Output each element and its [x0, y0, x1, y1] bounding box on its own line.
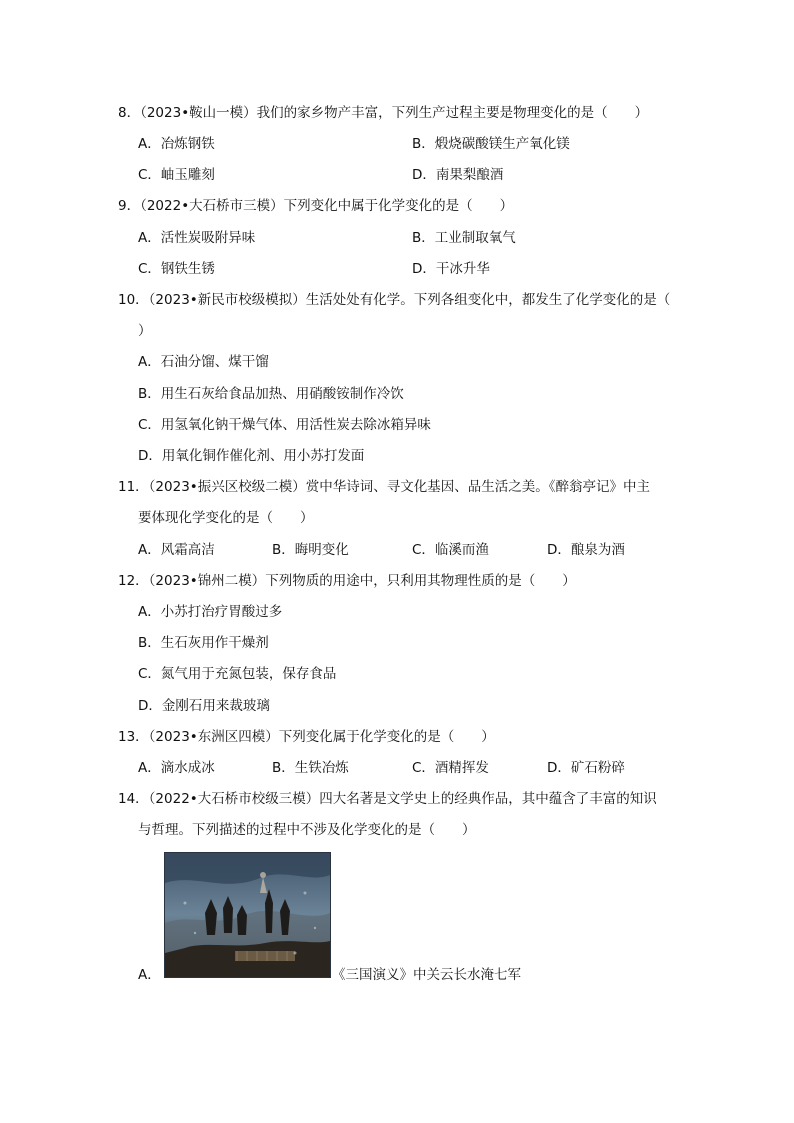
question-11-stem-cont: 要体现化学变化的是（ ）	[138, 510, 314, 526]
question-13-option-c: C．酒精挥发	[412, 760, 489, 776]
question-11-option-d: D．酿泉为酒	[547, 542, 625, 558]
question-11-option-c: C．临溪而渔	[412, 542, 489, 558]
question-14-stem-cont: 与哲理。下列描述的过程中不涉及化学变化的是（ ）	[138, 822, 476, 838]
question-12-option-d: D．金刚石用来裁玻璃	[138, 698, 270, 714]
question-11-stem: 11．（2023•振兴区校级二模）赏中华诗词、寻文化基因、品生活之美。《醉翁亭记》中主	[118, 479, 650, 495]
question-9-option-b: B．工业制取氧气	[412, 230, 516, 246]
question-12-option-c: C．氮气用于充氮包装，保存食品	[138, 666, 337, 682]
question-10-stem-cont: ）	[138, 323, 152, 339]
question-10-option-c: C．用氢氧化钠干燥气体、用活性炭去除冰箱异味	[138, 417, 431, 433]
question-11-option-a: A．风霜高洁	[138, 542, 215, 558]
question-10-stem: 10．（2023•新民市校级模拟）生活处处有化学。下列各组变化中，都发生了化学变化的是（	[118, 292, 671, 308]
question-9-stem: 9．（2022•大石桥市三模）下列变化中属于化学变化的是（ ）	[118, 198, 514, 214]
question-13-stem: 13．（2023•东洲区四模）下列变化属于化学变化的是（ ）	[118, 729, 495, 745]
question-13-option-d: D．矿石粉碎	[547, 760, 625, 776]
question-14-option-a-label: A．	[138, 967, 161, 983]
question-12-option-a: A．小苏打治疗胃酸过多	[138, 604, 283, 620]
question-10-option-a: A．石油分馏、煤干馏	[138, 354, 269, 370]
question-12-option-b: B．生石灰用作干燥剂	[138, 635, 269, 651]
question-14-option-a-text: 《三国演义》中关云长水淹七军	[332, 967, 521, 983]
question-13-option-b: B．生铁冶炼	[272, 760, 349, 776]
question-8-option-b: B．煅烧碳酸镁生产氧化镁	[412, 136, 570, 152]
question-9-option-d: D．干冰升华	[412, 261, 490, 277]
painting-illustration	[164, 852, 331, 978]
question-10-option-b: B．用生石灰给食品加热、用硝酸铵制作冷饮	[138, 386, 404, 402]
question-13-option-a: A．滴水成冰	[138, 760, 215, 776]
question-9-option-a: A．活性炭吸附异味	[138, 230, 256, 246]
question-8-option-a: A．冶炼钢铁	[138, 136, 215, 152]
question-10-option-d: D．用氧化铜作催化剂、用小苏打发面	[138, 448, 365, 464]
question-11-option-b: B．晦明变化	[272, 542, 349, 558]
question-8-option-d: D．南果梨酿酒	[412, 167, 504, 183]
question-8-stem: 8．（2023•鞍山一模）我们的家乡物产丰富，下列生产过程主要是物理变化的是（ ）	[118, 105, 649, 121]
question-8-option-c: C．岫玉雕刻	[138, 167, 215, 183]
question-9-option-c: C．钢铁生锈	[138, 261, 215, 277]
question-12-stem: 12．（2023•锦州二模）下列物质的用途中，只利用其物理性质的是（ ）	[118, 573, 576, 589]
question-14-stem: 14．（2022•大石桥市校级三模）四大名著是文学史上的经典作品，其中蕴含了丰富的知识	[118, 791, 657, 807]
